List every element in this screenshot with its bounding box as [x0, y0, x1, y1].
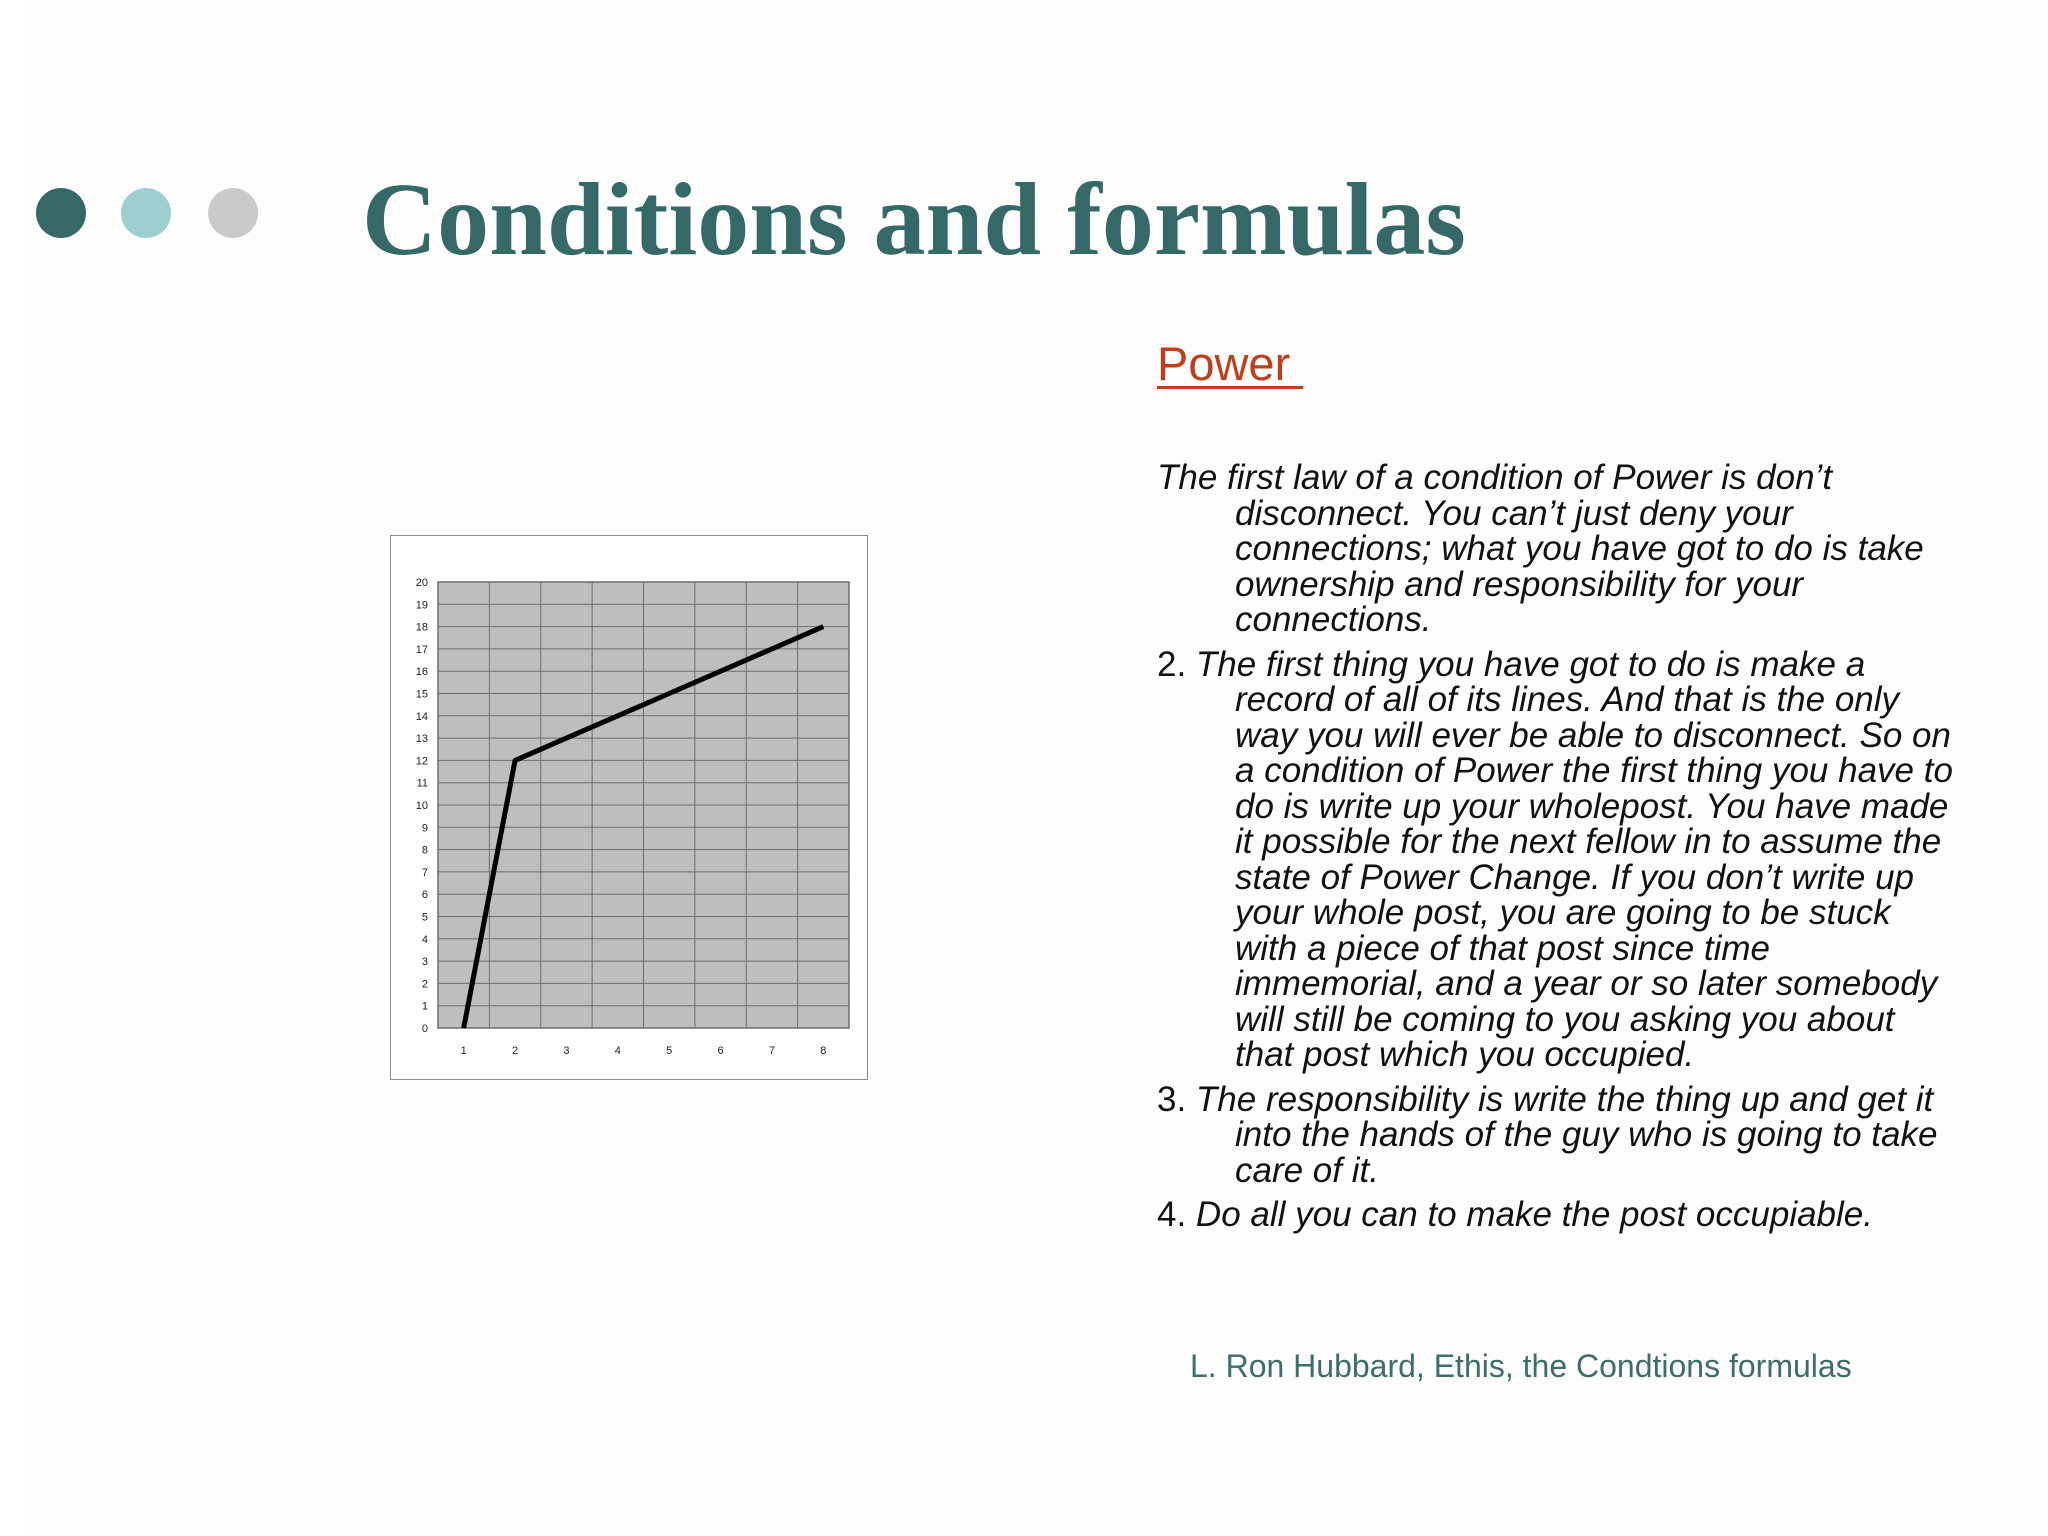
law-item-3 [1157, 1079, 1957, 1190]
law-number: 2. [1157, 644, 1196, 684]
y-tick-label: 20 [415, 577, 428, 589]
x-tick-label: 8 [820, 1045, 827, 1057]
x-tick-label: 7 [768, 1045, 775, 1057]
x-tick-label: 4 [614, 1045, 621, 1057]
slide-left-edge [0, 0, 30, 1536]
x-tick-label: 5 [666, 1045, 673, 1057]
law-text: Do all you can to make the post occupiable. [1195, 1195, 1873, 1234]
y-tick-label: 19 [415, 599, 428, 612]
y-tick-label: 10 [415, 800, 428, 812]
y-tick-label: 4 [421, 933, 428, 946]
citation: L. Ron Hubbard, Ethis, the Condtions formulas [1190, 1348, 1852, 1384]
y-tick-label: 6 [421, 889, 428, 902]
law-number: 3. [1157, 1079, 1196, 1119]
law-item-2 [1157, 644, 1957, 1074]
y-tick-label: 0 [421, 1023, 428, 1035]
x-tick-label: 2 [512, 1045, 519, 1057]
law-text: The first law of a condition of Power is don’t disconnect. You can’t just deny your connections; what you have got to do is take ownership and responsibility for your connections. [1157, 458, 1924, 639]
decor-dot-dark [36, 188, 86, 238]
y-tick-label: 11 [416, 777, 428, 790]
x-tick-label: 6 [717, 1045, 724, 1057]
power-chart-svg [391, 536, 869, 1081]
y-tick-label: 8 [421, 844, 428, 857]
x-tick-label: 1 [460, 1045, 467, 1057]
y-tick-label: 17 [415, 643, 428, 656]
law-text: The first thing you have got to do is make a record of all of its lines. And that is the only way you will ever be able to disconnect. So on a condition of Power the first thing you have to do is write up your wholepost. You have made it possible for the next fellow in to assume the state of Power Change. If you don’t write up your whole post, you are going to be stuck with a piece of that post since time immemorial, and a year or so later somebody will still be coming to you asking you about that post which you occupied. [1195, 644, 1953, 1074]
condition-heading: Power [1157, 337, 1304, 390]
y-tick-label: 2 [421, 978, 428, 991]
power-chart [390, 535, 868, 1080]
y-tick-label: 9 [421, 822, 428, 835]
law-text: The responsibility is write the thing up and get it into the hands of the guy who is going to take care of it. [1195, 1079, 1938, 1190]
y-tick-label: 12 [415, 755, 428, 768]
law-number: 4. [1157, 1195, 1196, 1234]
y-tick-label: 14 [415, 710, 428, 723]
decor-dot-gray [208, 188, 258, 238]
y-tick-label: 18 [415, 621, 428, 634]
slide-title: Conditions and formulas [362, 162, 1466, 277]
decor-dot-teal [121, 188, 171, 238]
y-tick-label: 7 [421, 866, 428, 879]
x-tick-label: 3 [563, 1045, 570, 1057]
y-tick-label: 13 [415, 733, 428, 746]
y-tick-label: 16 [415, 666, 428, 679]
y-tick-label: 3 [421, 956, 428, 969]
law-item-4 [1157, 1197, 1957, 1233]
law-item-1 [1157, 460, 1957, 638]
y-tick-label: 1 [421, 1000, 428, 1013]
y-tick-label: 15 [415, 688, 428, 701]
power-laws-list [1157, 460, 1957, 1233]
y-tick-label: 5 [421, 911, 428, 924]
